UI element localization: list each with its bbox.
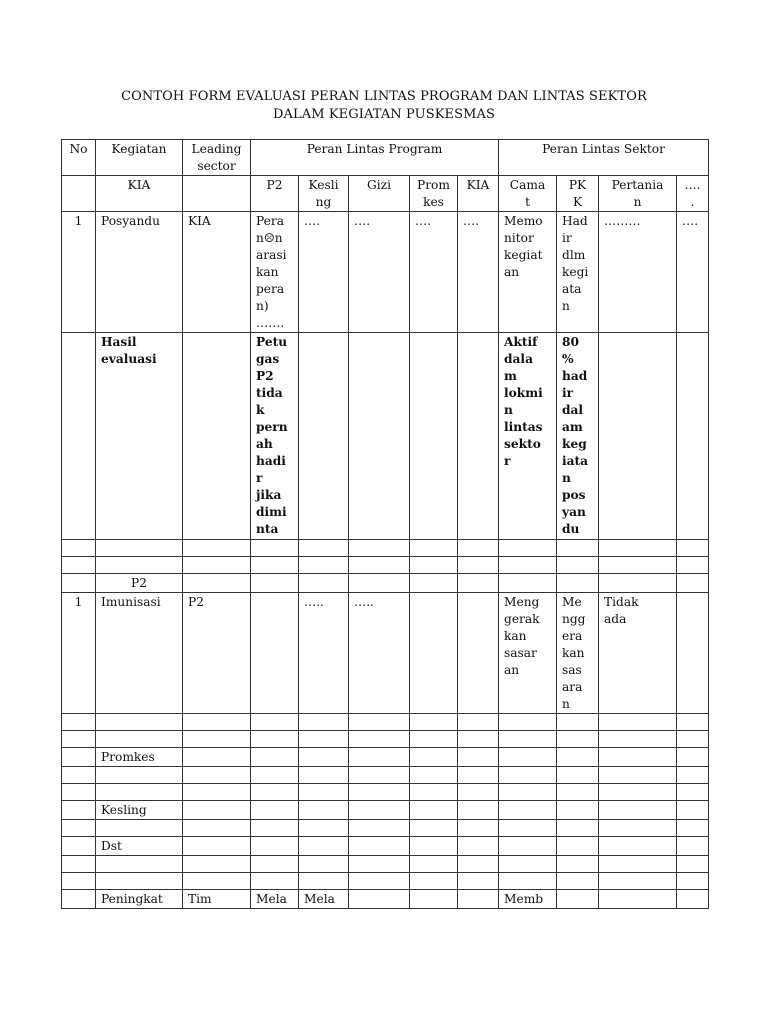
empty-cell [458,557,499,574]
empty-cell [677,873,709,890]
table-row [62,212,709,333]
empty-cell [599,856,677,873]
table-row [62,574,709,593]
empty-cell [299,767,349,784]
empty-cell [299,557,349,574]
empty-cell [349,574,410,593]
empty-cell [677,574,709,593]
empty-cell [183,540,251,557]
empty-cell [557,837,599,856]
table-cell: …. [677,212,709,333]
empty-cell [677,557,709,574]
empty-cell [677,333,709,540]
empty-cell [183,731,251,748]
empty-cell [299,540,349,557]
header-leading-sector: Leading sector [183,140,251,176]
table-row [62,873,709,890]
empty-cell [410,540,458,557]
table-row [62,856,709,873]
empty-cell [183,856,251,873]
empty-cell [251,784,299,801]
table-row [62,748,709,767]
empty-cell [410,593,458,714]
group-label-kia: KIA [96,176,183,212]
empty-cell [458,820,499,837]
subheader-gizi: Gizi [349,176,410,212]
empty-cell [299,856,349,873]
table-cell: Had ir dlm kegi ata n [557,212,599,333]
empty-cell [183,784,251,801]
subheader-kesling: Kesli ng [299,176,349,212]
empty-cell [458,333,499,540]
table-cell: Tidak ada [599,593,677,714]
empty-cell [599,333,677,540]
empty-cell [410,767,458,784]
empty-cell [677,820,709,837]
empty-cell [349,837,410,856]
empty-cell [349,714,410,731]
table-cell: …. [458,212,499,333]
empty-cell [499,731,557,748]
empty-cell [499,540,557,557]
empty-cell [251,557,299,574]
empty-cell [677,856,709,873]
empty-cell [677,801,709,820]
empty-cell [557,731,599,748]
empty-cell [251,714,299,731]
empty-cell [557,540,599,557]
table-cell: ……… [599,212,677,333]
empty-cell [62,714,96,731]
empty-cell [599,801,677,820]
empty-cell [299,820,349,837]
empty-cell [499,873,557,890]
empty-cell [599,714,677,731]
table-cell: Mela [251,890,299,909]
empty-cell [557,574,599,593]
empty-cell [299,873,349,890]
empty-cell [183,873,251,890]
empty-cell [557,856,599,873]
empty-cell [458,540,499,557]
table-row [62,801,709,820]
empty-cell [557,820,599,837]
table-subheader-row [62,176,709,212]
table-row [62,540,709,557]
empty-cell [499,837,557,856]
table-row [62,593,709,714]
empty-cell [599,820,677,837]
empty-cell [299,748,349,767]
empty-cell [557,801,599,820]
subheader-kia: KIA [458,176,499,212]
empty-cell [251,820,299,837]
empty-cell [557,873,599,890]
empty-cell [62,856,96,873]
empty-cell [251,748,299,767]
empty-cell [62,748,96,767]
empty-cell [62,176,96,212]
document-title: CONTOH FORM EVALUASI PERAN LINTAS PROGRAM DAN LINTAS SEKTOR [121,89,647,104]
table-row [62,837,709,856]
table-cell: …. [299,212,349,333]
table-cell: KIA [183,212,251,333]
table-cell: 1 [62,593,96,714]
table-cell: 1 [62,212,96,333]
empty-cell [458,837,499,856]
table-cell: Posyandu [96,212,183,333]
empty-cell [499,748,557,767]
subheader-pertanian: Pertania n [599,176,677,212]
evaluation-table [61,139,709,909]
empty-cell [62,731,96,748]
empty-cell [599,873,677,890]
empty-cell [183,801,251,820]
empty-cell [677,593,709,714]
subheader-p2: P2 [251,176,299,212]
empty-cell [557,890,599,909]
empty-cell [183,557,251,574]
table-cell: Memb [499,890,557,909]
empty-cell [183,714,251,731]
empty-cell [599,748,677,767]
empty-cell [599,731,677,748]
empty-cell [349,890,410,909]
empty-cell [251,593,299,714]
empty-cell [251,837,299,856]
empty-cell [62,574,96,593]
header-kegiatan: Kegiatan [96,140,183,176]
empty-cell [183,333,251,540]
empty-cell [62,890,96,909]
empty-cell [458,873,499,890]
empty-cell [349,801,410,820]
empty-cell [349,820,410,837]
empty-cell [349,540,410,557]
table-row [62,820,709,837]
empty-cell [62,767,96,784]
empty-cell [349,557,410,574]
empty-cell [183,176,251,212]
empty-cell [183,748,251,767]
table-cell: Meng gerak kan sasar an [499,593,557,714]
empty-cell [349,856,410,873]
empty-cell [96,714,183,731]
empty-cell [251,801,299,820]
table-row [62,784,709,801]
empty-cell [410,574,458,593]
empty-cell [251,767,299,784]
empty-cell [96,731,183,748]
empty-cell [599,837,677,856]
empty-cell [410,557,458,574]
empty-cell [349,767,410,784]
subheader-camat: Cama t [499,176,557,212]
table-cell: Me ngg era kan sas ara n [557,593,599,714]
empty-cell [458,714,499,731]
empty-cell [458,593,499,714]
empty-cell [299,333,349,540]
header-peran-lintas-program: Peran Lintas Program [251,140,499,176]
empty-cell [62,820,96,837]
empty-cell [62,333,96,540]
empty-cell [499,801,557,820]
empty-cell [410,784,458,801]
table-row [62,767,709,784]
empty-cell [410,873,458,890]
empty-cell [183,574,251,593]
empty-cell [251,731,299,748]
group-label-promkes: Promkes [96,748,183,767]
empty-cell [458,748,499,767]
table-row [62,333,709,540]
empty-cell [410,856,458,873]
empty-cell [299,837,349,856]
empty-cell [499,574,557,593]
empty-cell [677,731,709,748]
table-cell: Hasil evaluasi [96,333,183,540]
empty-cell [557,714,599,731]
empty-cell [96,856,183,873]
empty-cell [183,837,251,856]
empty-cell [410,333,458,540]
table-cell: Petu gas P2 tida k pern ah hadi r jika dimi nta [251,333,299,540]
empty-cell [410,801,458,820]
empty-cell [557,557,599,574]
empty-cell [677,837,709,856]
empty-cell [299,801,349,820]
empty-cell [251,873,299,890]
empty-cell [677,767,709,784]
empty-cell [349,748,410,767]
empty-cell [410,731,458,748]
table-header-row [62,140,709,176]
table-cell: Aktif dala m lokmi n lintas sekto r [499,333,557,540]
table-cell: Memo nitor kegiat an [499,212,557,333]
empty-cell [299,574,349,593]
empty-cell [599,540,677,557]
empty-cell [599,767,677,784]
table-cell: Pera n☹n arasi kan pera n) ……. [251,212,299,333]
empty-cell [62,784,96,801]
empty-cell [677,748,709,767]
empty-cell [458,767,499,784]
table-cell: …. [349,212,410,333]
empty-cell [458,731,499,748]
empty-cell [299,784,349,801]
empty-cell [96,784,183,801]
empty-cell [599,557,677,574]
table-cell: P2 [183,593,251,714]
header-peran-lintas-sektor: Peran Lintas Sektor [499,140,709,176]
empty-cell [183,820,251,837]
empty-cell [458,856,499,873]
table-row [62,714,709,731]
empty-cell [62,540,96,557]
empty-cell [62,837,96,856]
empty-cell [458,574,499,593]
empty-cell [599,574,677,593]
empty-cell [410,837,458,856]
empty-cell [410,890,458,909]
header-no: No [62,140,96,176]
empty-cell [499,784,557,801]
empty-cell [599,890,677,909]
group-label-kesling: Kesling [96,801,183,820]
table-cell: Peningkat [96,890,183,909]
table-cell: Mela [299,890,349,909]
empty-cell [557,767,599,784]
table-cell: ….. [299,593,349,714]
empty-cell [410,748,458,767]
empty-cell [349,784,410,801]
empty-cell [96,540,183,557]
empty-cell [96,767,183,784]
empty-cell [677,540,709,557]
empty-cell [349,731,410,748]
empty-cell [96,557,183,574]
table-cell: Imunisasi [96,593,183,714]
table-cell: …. [410,212,458,333]
empty-cell [62,873,96,890]
empty-cell [299,731,349,748]
empty-cell [677,890,709,909]
group-label-dst: Dst [96,837,183,856]
empty-cell [251,856,299,873]
empty-cell [677,784,709,801]
group-label-p2: P2 [96,574,183,593]
empty-cell [557,748,599,767]
table-row [62,557,709,574]
empty-cell [96,873,183,890]
empty-cell [458,890,499,909]
table-cell: 80 % had ir dal am keg iata n pos yan du [557,333,599,540]
table-row [62,731,709,748]
empty-cell [557,784,599,801]
empty-cell [599,784,677,801]
empty-cell [410,820,458,837]
subheader-dst: …. . [677,176,709,212]
empty-cell [499,767,557,784]
empty-cell [183,767,251,784]
table-cell: Tim [183,890,251,909]
empty-cell [349,873,410,890]
empty-cell [499,856,557,873]
empty-cell [677,714,709,731]
empty-cell [410,714,458,731]
subheader-pkk: PK K [557,176,599,212]
empty-cell [62,801,96,820]
subheader-promkes: Prom kes [410,176,458,212]
table-cell: ….. [349,593,410,714]
empty-cell [458,784,499,801]
empty-cell [458,801,499,820]
empty-cell [349,333,410,540]
empty-cell [96,820,183,837]
empty-cell [499,714,557,731]
empty-cell [62,557,96,574]
table-row [62,890,709,909]
empty-cell [499,557,557,574]
document-subtitle: DALAM KEGIATAN PUSKESMAS [272,107,496,122]
empty-cell [251,574,299,593]
empty-cell [499,820,557,837]
empty-cell [251,540,299,557]
empty-cell [299,714,349,731]
